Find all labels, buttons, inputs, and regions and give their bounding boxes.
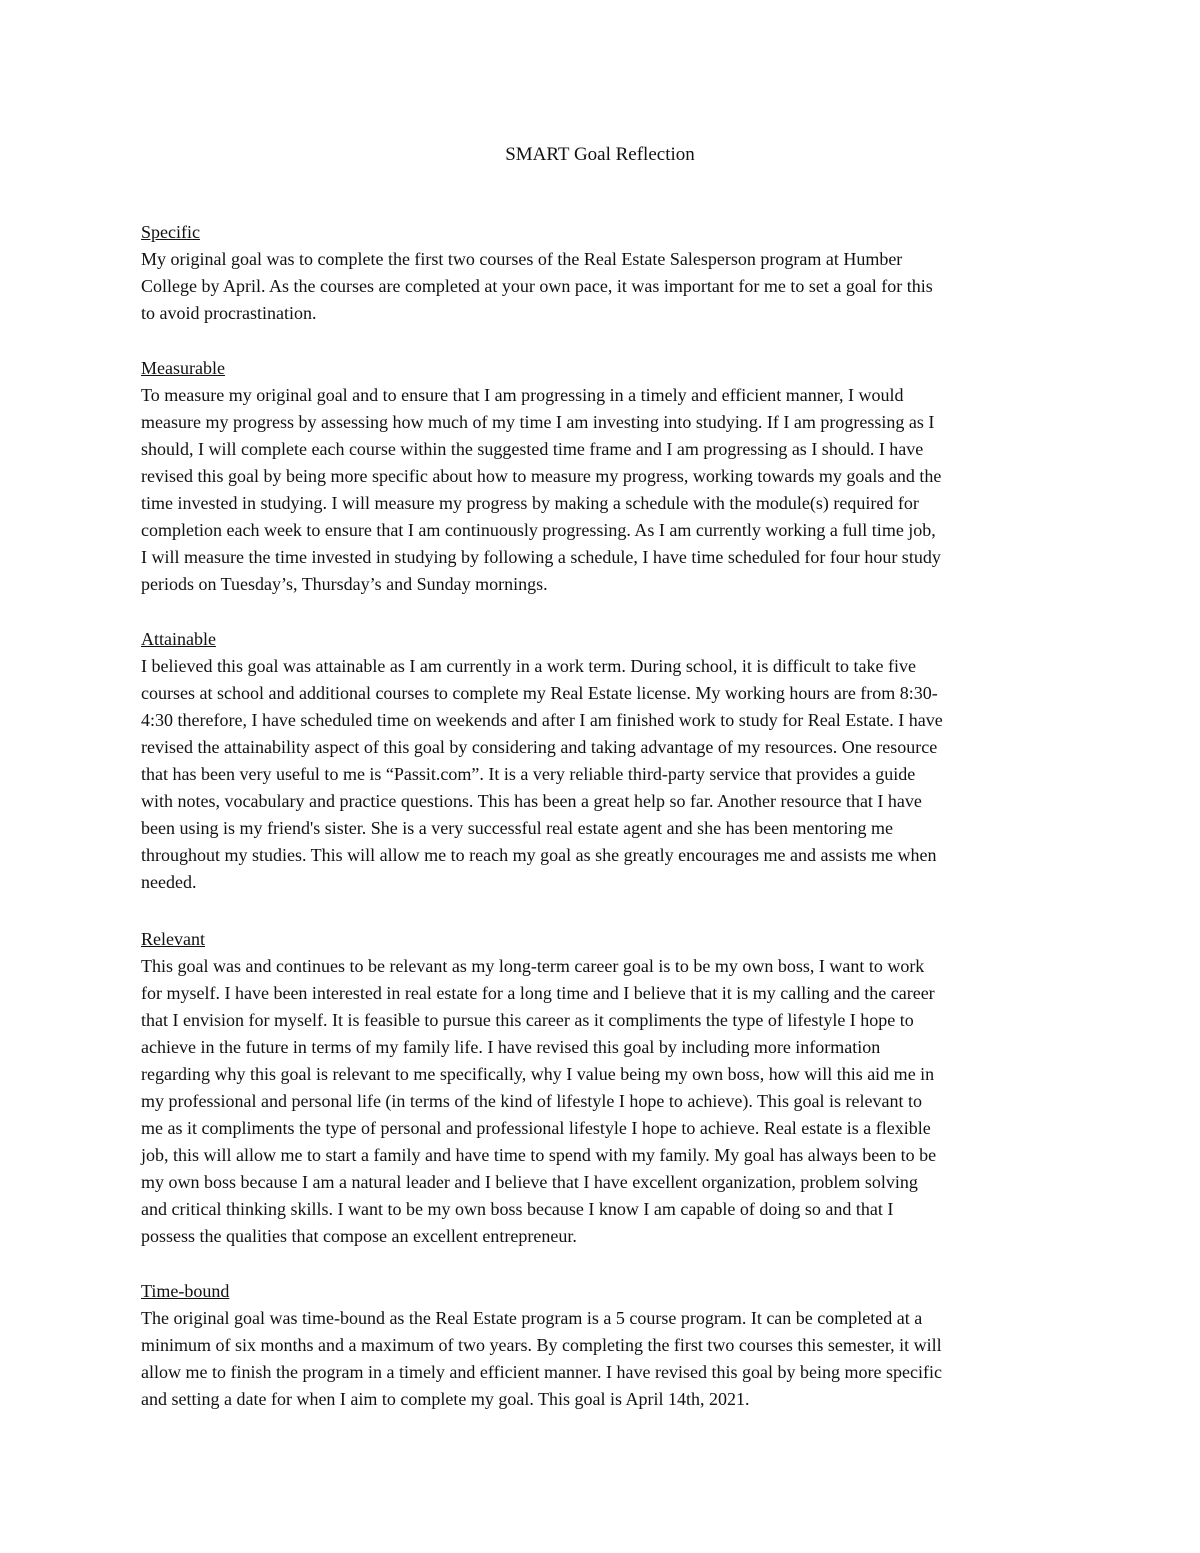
paragraph-line: job, this will allow me to start a family and have time to spend with my family. My goal has always been to be — [141, 1145, 937, 1165]
section-specific — [141, 219, 1071, 327]
paragraph-line: been using is my friend's sister. She is a very successful real estate agent and she has been mentoring me — [141, 818, 894, 838]
paragraph-line: courses at school and additional courses to complete my Real Estate license. My working hours are from 8:30- — [141, 683, 938, 703]
paragraph-line: and critical thinking skills. I want to be my own boss because I know I am capable of doing so and that I — [141, 1199, 894, 1219]
paragraph-line: revised this goal by being more specific about how to measure my progress, working towards my goals and the — [141, 466, 942, 486]
section-heading: Specific — [141, 222, 200, 242]
section-time-bound — [141, 1278, 1071, 1413]
paragraph-line: This goal was and continues to be relevant as my long-term career goal is to be my own boss, I want to work — [141, 956, 925, 976]
section-heading: Measurable — [141, 358, 225, 378]
paragraph-line: 4:30 therefore, I have scheduled time on weekends and after I am finished work to study for Real Estate. I have — [141, 710, 943, 730]
paragraph-line: regarding why this goal is relevant to me specifically, why I value being my own boss, how will this aid me in — [141, 1064, 935, 1084]
paragraph-line: that has been very useful to me is “Passit.com”. It is a very reliable third-party service that provides a guide — [141, 764, 916, 784]
paragraph-line: The original goal was time-bound as the Real Estate program is a 5 course program. It can be completed at a — [141, 1308, 923, 1328]
section-measurable — [141, 355, 1071, 598]
paragraph-line: for myself. I have been interested in real estate for a long time and I believe that it is my calling and the career — [141, 983, 935, 1003]
paragraph-line: My original goal was to complete the first two courses of the Real Estate Salesperson program at Humber — [141, 249, 903, 269]
section-attainable — [141, 626, 1071, 896]
section-heading: Attainable — [141, 629, 216, 649]
section-heading: Time-bound — [141, 1281, 230, 1301]
paragraph-line: allow me to finish the program in a timely and efficient manner. I have revised this goal by being more specific — [141, 1362, 942, 1382]
section-relevant — [141, 926, 1071, 1250]
paragraph-line: College by April. As the courses are completed at your own pace, it was important for me to set a goal for this — [141, 276, 933, 296]
paragraph-line: time invested in studying. I will measure my progress by making a schedule with the module(s) required for — [141, 493, 919, 513]
paragraph-line: to avoid procrastination. — [141, 303, 317, 323]
paragraph-line: with notes, vocabulary and practice questions. This has been a great help so far. Another resource that I have — [141, 791, 922, 811]
paragraph-line: I will measure the time invested in studying by following a schedule, I have time scheduled for four hour study — [141, 547, 941, 567]
paragraph-line: possess the qualities that compose an excellent entrepreneur. — [141, 1226, 577, 1246]
paragraph-line: measure my progress by assessing how much of my time I am investing into studying. If I am progressing as I — [141, 412, 935, 432]
paragraph-line: I believed this goal was attainable as I am currently in a work term. During school, it is difficult to take five — [141, 656, 916, 676]
paragraph-line: my professional and personal life (in terms of the kind of lifestyle I hope to achieve). This goal is relevant to — [141, 1091, 922, 1111]
paragraph-line: minimum of six months and a maximum of two years. By completing the first two courses this semester, it will — [141, 1335, 942, 1355]
paragraph-line: my own boss because I am a natural leader and I believe that I have excellent organization, problem solving — [141, 1172, 918, 1192]
paragraph-line: throughout my studies. This will allow me to reach my goal as she greatly encourages me and assists me when — [141, 845, 937, 865]
paragraph-line: should, I will complete each course within the suggested time frame and I am progressing as I should. I have — [141, 439, 924, 459]
paragraph-line: needed. — [141, 872, 197, 892]
paragraph-line: that I envision for myself. It is feasible to pursue this career as it compliments the type of lifestyle I hope to — [141, 1010, 914, 1030]
paragraph-line: me as it compliments the type of personal and professional lifestyle I hope to achieve. Real estate is a flexible — [141, 1118, 931, 1138]
paragraph-line: and setting a date for when I aim to complete my goal. This goal is April 14th, 2021. — [141, 1389, 750, 1409]
paragraph-line: achieve in the future in terms of my family life. I have revised this goal by including more information — [141, 1037, 881, 1057]
section-heading: Relevant — [141, 929, 205, 949]
paragraph-line: completion each week to ensure that I am continuously progressing. As I am currently working a full time job, — [141, 520, 936, 540]
paragraph-line: To measure my original goal and to ensure that I am progressing in a timely and efficient manner, I would — [141, 385, 904, 405]
paragraph-line: revised the attainability aspect of this goal by considering and taking advantage of my resources. One resource — [141, 737, 938, 757]
paragraph-line: periods on Tuesday’s, Thursday’s and Sunday mornings. — [141, 574, 548, 594]
document-title: SMART Goal Reflection — [505, 144, 695, 165]
